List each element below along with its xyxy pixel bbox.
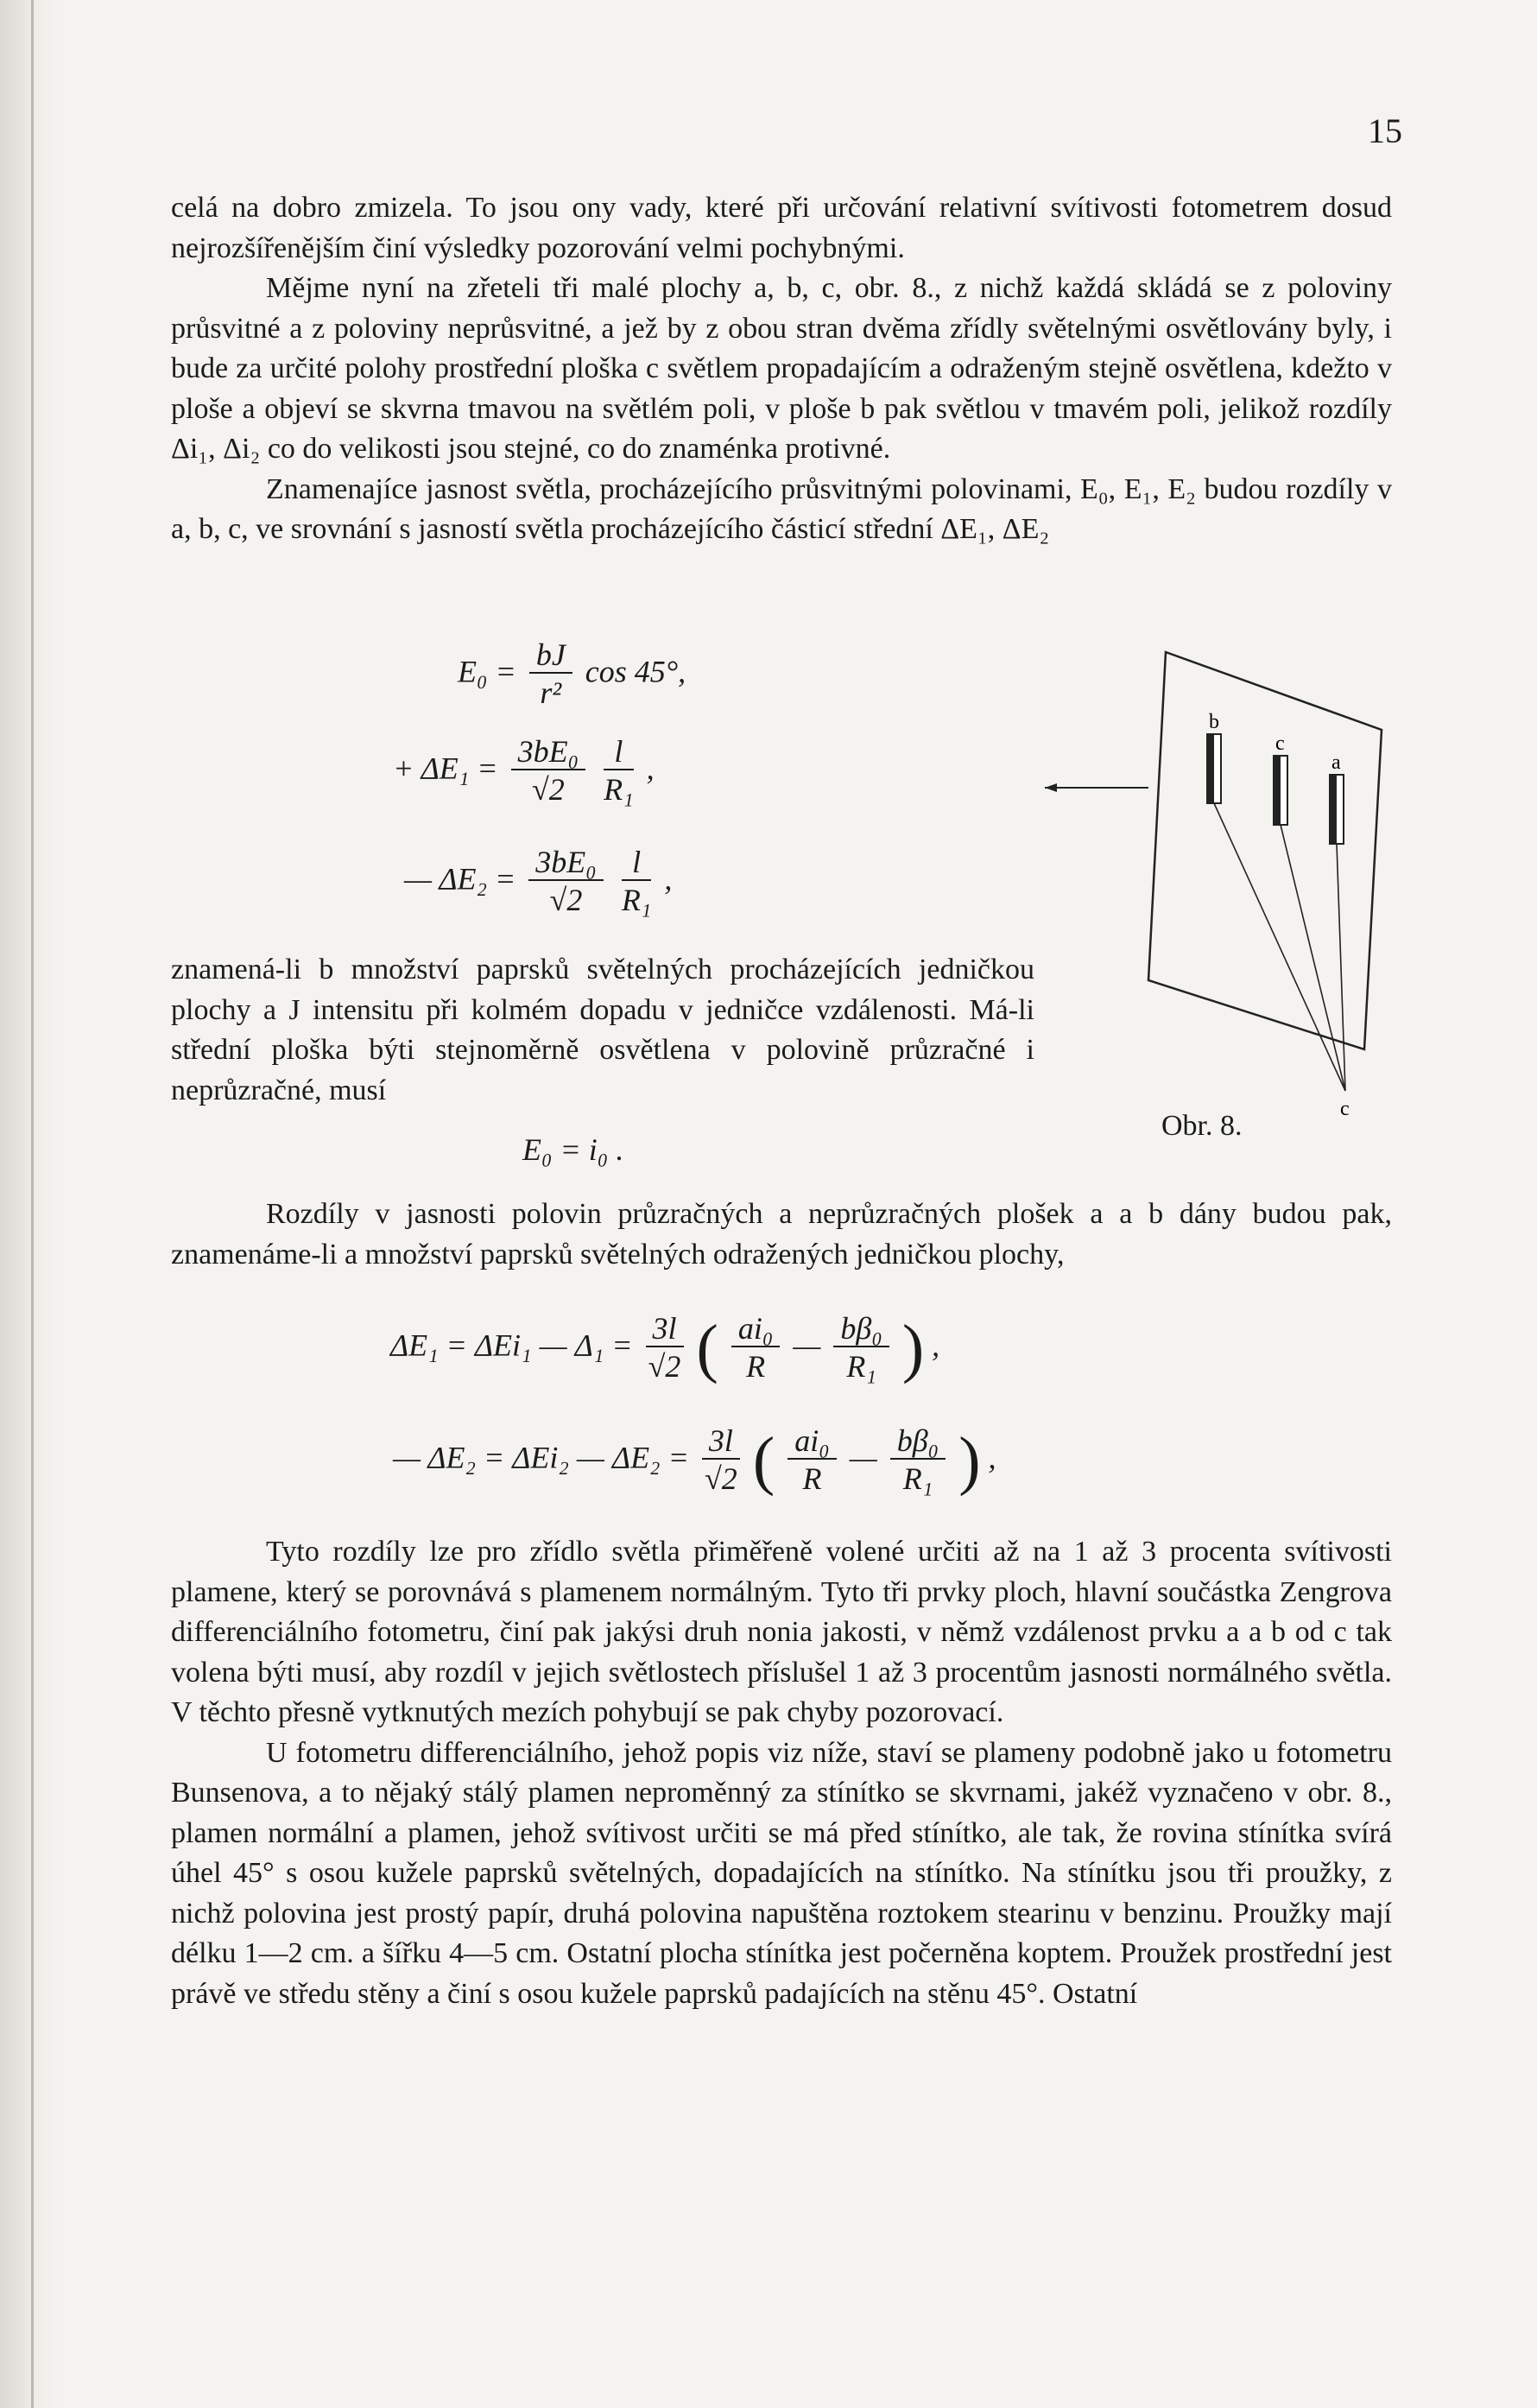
equation-1 (458, 637, 686, 712)
equation-1-fraction (529, 637, 572, 712)
equation-6-fraction-main (702, 1423, 740, 1498)
equation-2-denominator-2: R₁ (604, 772, 634, 807)
equation-2-lhs: + ΔE₁ = (393, 751, 498, 786)
equation-2-fraction-2 (604, 734, 634, 808)
equation-5-fraction-main (646, 1311, 684, 1385)
equation-3-numerator-1: 3bE₀ (528, 845, 604, 881)
equation-6-numerator-b: bβ₀ (890, 1423, 946, 1460)
text-block-beside-figure (171, 950, 1034, 1111)
equation-2 (393, 734, 655, 808)
equation-5-numerator-main: 3l (646, 1311, 684, 1347)
equation-1-denominator: r² (540, 675, 562, 710)
equation-6-left-paren: ( (752, 1424, 775, 1497)
equation-5-right-paren: ) (901, 1312, 925, 1385)
equation-6-denominator-b: R₁ (902, 1461, 933, 1496)
equation-6-lhs: — ΔE₂ = ΔEi₂ — ΔE₂ = (393, 1440, 689, 1475)
figure-label-c-source: c (1340, 1098, 1350, 1120)
equation-5 (390, 1311, 939, 1385)
equation-2-fraction-1 (511, 734, 586, 808)
paragraph-5: Rozdíly v jasnosti polovin průzračných a neprůzračných plošek a a b dány budou pak, znamenáme-li a množství paprsků světelných odražených jedničkou plochy, (171, 1198, 1392, 1271)
equation-3-fraction-1 (528, 845, 604, 919)
page-number: 15 (1368, 111, 1402, 150)
equation-3-fraction-2 (622, 845, 652, 919)
equation-1-numerator: bJ (529, 637, 572, 674)
text-block-bottom (171, 1532, 1392, 2014)
equation-3-denominator-1: √2 (549, 883, 583, 917)
equation-6-minus: — (849, 1440, 877, 1475)
equation-3-numerator-2: l (622, 845, 652, 881)
figure-label-c-strip: c (1275, 732, 1285, 755)
paragraph-1: celá na dobro zmizela. To jsou ony vady, které při určování relativní svítivosti fotometrem dosud nejrozšířenějším činí výsledky pozorování velmi pochybnými. (171, 192, 1392, 264)
equation-5-fraction-a (731, 1311, 781, 1385)
screen-plane (1148, 652, 1382, 1049)
strip-a-dark-half (1330, 775, 1337, 844)
equation-5-numerator-b: bβ₀ (833, 1311, 889, 1347)
strip-c-dark-half (1274, 756, 1281, 825)
paragraph-3: Znamenajíce jasnost světla, procházejícího průsvitnými polovinami, E₀, E₁, E₂ budou rozdíly v a, b, c, ve srovnání s jasností světla procházejícího částicí střední ΔE₁, ΔE₂ (171, 472, 1392, 545)
equation-2-numerator-1: 3bE₀ (511, 734, 586, 770)
equation-6-tail: , (988, 1440, 996, 1475)
figure-caption: Obr. 8. (1161, 1110, 1243, 1142)
equation-5-denominator-main: √2 (648, 1349, 681, 1384)
figure-label-b: b (1209, 711, 1219, 733)
ray-to-a (1337, 844, 1345, 1091)
equation-6-denominator-a: R (802, 1461, 822, 1496)
equation-3-lhs: — ΔE₂ = (404, 861, 516, 897)
equation-1-tail: cos 45°, (585, 654, 686, 689)
strip-b-dark-half (1207, 734, 1214, 803)
ray-to-b (1214, 803, 1345, 1091)
equation-5-numerator-a: ai₀ (731, 1311, 781, 1347)
equation-6-numerator-a: ai₀ (787, 1423, 837, 1460)
equation-5-fraction-b (833, 1311, 889, 1385)
binding-fold-line (31, 0, 34, 2408)
equation-4: E₀ = i₀ . (522, 1132, 624, 1167)
equation-3 (404, 845, 672, 919)
figure-8-diagram (1028, 635, 1390, 1162)
equation-1-lhs: E₀ = (458, 654, 516, 689)
paragraph-7: U fotometru differenciálního, jehož popis viz níže, staví se plameny podobně jako u fotometru Bunsenova, a to nějaký stálý plamen neproměnný za stínítko se skvrnami, jakéž vyznačeno v obr. 8., plamen normální a plamen, jehož svítivost určiti se má před stínítko, ale tak, že rovina stínítka svírá úhel 45° s osou kužele paprsků světelných, dopadajících na stínítko. Na stínítku jsou tři proužky, z nichž polovina jest prostý papír, druhá polovina napuštěna roztokem stearinu v benzinu. Proužky mají délku 1—2 cm. a šířku 4—5 cm. Ostatní plocha stínítka jest počerněna koptem. Proužek prostřední jest právě ve středu stěny a činí s osou kužele paprsků padajících na stěnu 45°. Ostatní (171, 1736, 1392, 2010)
ray-to-c (1281, 825, 1345, 1091)
ray-arrow-icon (1045, 783, 1057, 792)
figure-label-a: a (1331, 751, 1341, 774)
equation-6-fraction-a (787, 1423, 837, 1498)
paragraph-2: Mějme nyní na zřeteli tři malé plochy a, b, c, obr. 8., z nichž každá skládá se z poloviny průsvitné a z poloviny neprůsvitné, a jež by z obou stran dvěma zřídly světelnými osvětlovány byly, i bude za určité polohy prostřední ploška c světlem propadajícím a odraženým stejně osvětlena, kdežto v ploše a objeví se skvrna tmavou na světlém poli, v ploše b pak světlou v tmavém poli, jelikož rozdíly Δi₁, Δi₂ co do velikosti jsou stejné, co do znaménka protivné. (171, 272, 1392, 465)
paragraph-4: znamená-li b množství paprsků světelných procházejících jedničkou plochy a J intensitu při kolmém dopadu v jedničce vzdálenosti. Má-li střední ploška býti stejnoměrně osvětlena v polovině průzračné i neprůzračné, musí (171, 954, 1034, 1106)
text-block-middle (171, 1194, 1392, 1275)
equation-5-minus: — (793, 1328, 821, 1363)
equation-3-denominator-2: R₁ (621, 883, 652, 917)
equation-3-tail: , (664, 861, 673, 897)
equation-5-denominator-a: R (746, 1349, 766, 1384)
equation-2-denominator-1: √2 (531, 772, 565, 807)
equation-5-lhs: ΔE₁ = ΔEi₁ — Δ₁ = (390, 1328, 633, 1363)
equation-2-tail: , (646, 751, 655, 786)
equation-5-left-paren: ( (696, 1312, 718, 1385)
equation-6-right-paren: ) (958, 1424, 981, 1497)
equation-6 (393, 1423, 996, 1498)
paragraph-6: Tyto rozdíly lze pro zřídlo světla přiměřeně volené určiti až na 1 až 3 procenta svítivosti plamene, který se porovnává s plamenem normálným. Tyto tři prvky ploch, hlavní součástka Zengrova differenciálního fotometru, činí pak jakýsi druh nonia jakosti, v němž vzdálenost prvku a a b od c tak volena býti musí, aby rozdíl v jejich světlostech příslušel 1 až 3 procentům jasnosti normálného světla. V těchto přesně vytknutých mezích pohybují se pak chyby pozorovací. (171, 1536, 1392, 1728)
page-binding-edge (0, 0, 60, 2408)
text-block-top (171, 188, 1392, 550)
equation-6-fraction-b (890, 1423, 946, 1498)
equation-2-numerator-2: l (604, 734, 634, 770)
equation-5-denominator-b: R₁ (846, 1349, 876, 1384)
equation-6-denominator-main: √2 (705, 1461, 737, 1496)
equation-5-tail: , (932, 1328, 940, 1363)
equation-6-numerator-main: 3l (702, 1423, 740, 1460)
